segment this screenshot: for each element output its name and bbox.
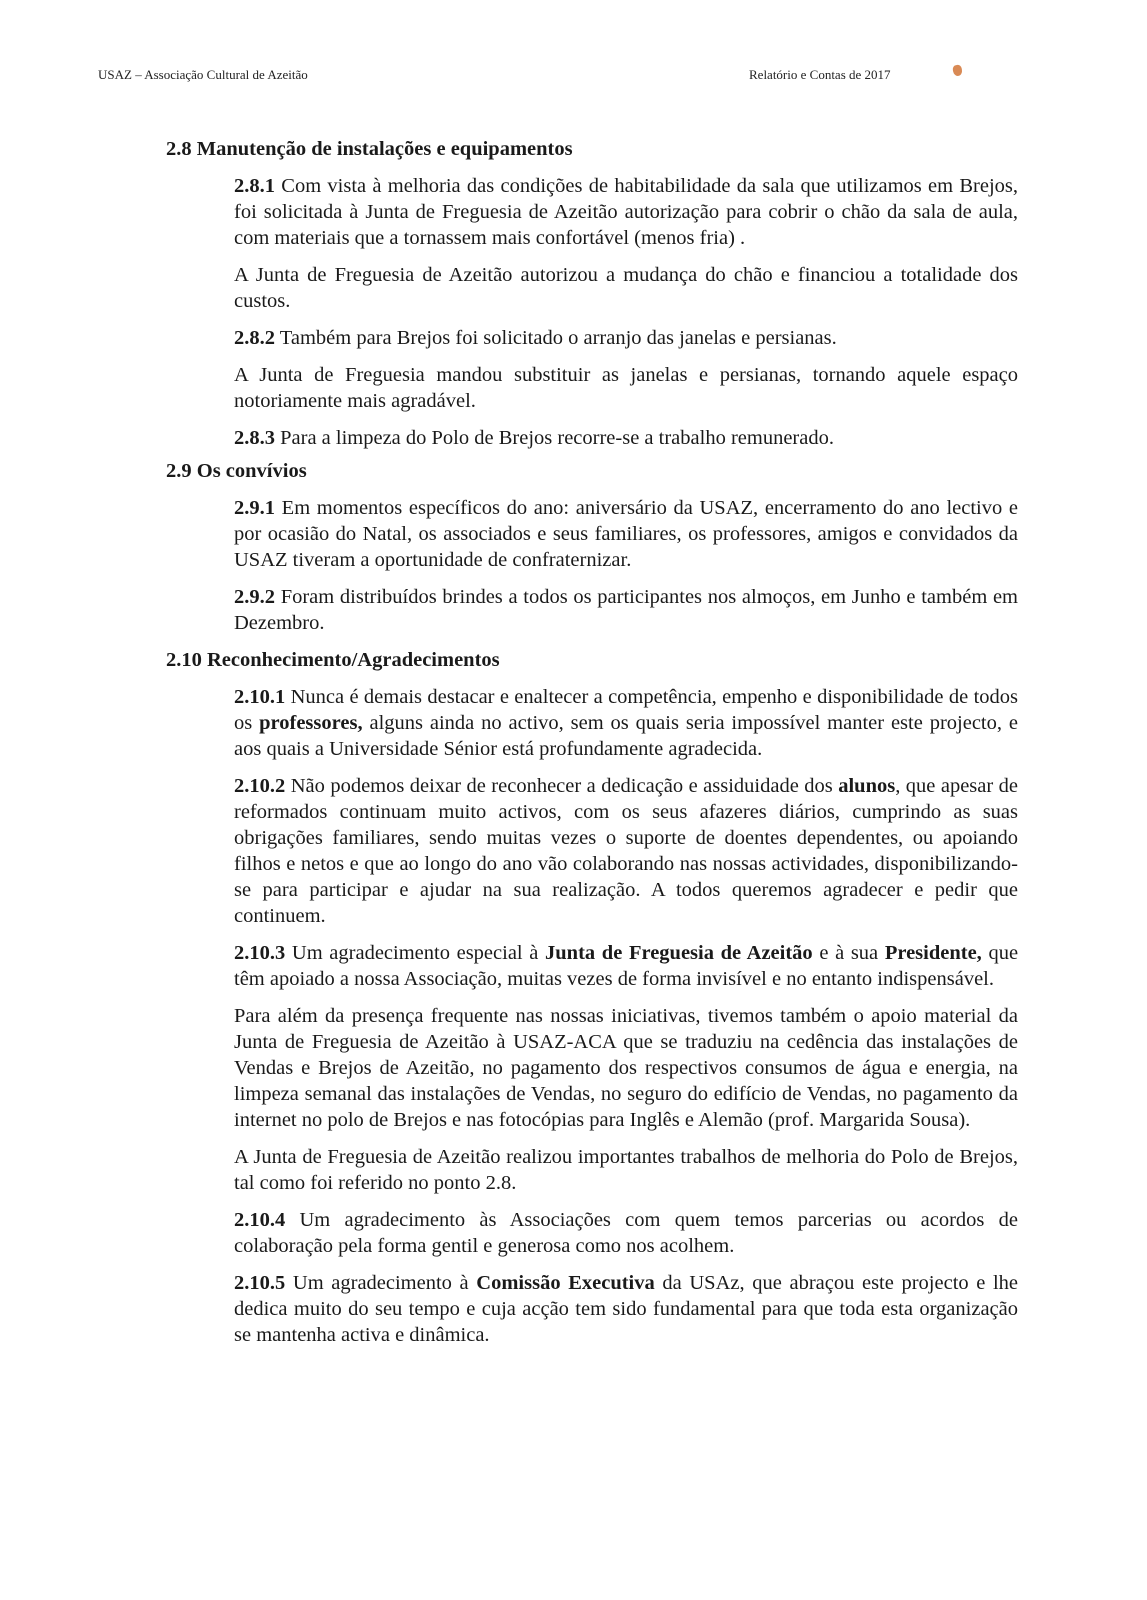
paragraph-number: 2.10.3	[234, 942, 286, 964]
paragraph-2-10-5	[234, 1270, 1018, 1348]
paragraph-text: alguns ainda no activo, sem os quais seria impossível manter este projecto, e aos quais a Universidade Sénior está profundamente agradecida.	[234, 712, 1018, 760]
paragraph-text: da USAz, que abraçou este projecto e lhe dedica muito do seu tempo e cuja acção tem sido fundamental para que toda esta organização se mantenha activa e dinâmica.	[234, 1272, 1019, 1346]
paragraph-2-10-3-cont2	[234, 1144, 1018, 1196]
emphasis-comissao: Comissão Executiva	[476, 1272, 655, 1294]
section-title-2-9: 2.9 Os convívios	[166, 460, 307, 482]
paragraph-2-8-3	[234, 425, 1018, 451]
paragraph-text: Foram distribuídos brindes a todos os participantes nos almoços, em Junho e também em Dezembro.	[234, 586, 1019, 634]
paragraph-2-8-2-cont	[234, 362, 1018, 414]
paragraph-2-9-2	[234, 584, 1018, 636]
section-title-2-10: 2.10 Reconhecimento/Agradecimentos	[166, 649, 500, 671]
paragraph-2-10-3	[234, 940, 1018, 992]
paragraph-text: A Junta de Freguesia de Azeitão realizou importantes trabalhos de melhoria do Polo de Brejos, tal como foi referido no ponto 2.8.	[234, 1146, 1018, 1194]
paragraph-number: 2.10.4	[234, 1209, 286, 1231]
paragraph-text: que têm apoiado a nossa Associação, muitas vezes de forma invisível e no entanto indispensável.	[234, 942, 1019, 990]
document-body	[166, 136, 1018, 1359]
paragraph-text: Para além da presença frequente nas nossas iniciativas, tivemos também o apoio material da Junta de Freguesia de Azeitão à USAZ-ACA que se traduziu na cedência das instalações de Vendas e Brejos de Azeitão, no pagamento dos respectivos consumos de água e energia, na limpeza semanal das instalações de Vendas, no seguro do edifício de Vendas, no pagamento da internet no polo de Brejos e nas fotocópias para Inglês e Alemão (prof. Margarida Sousa).	[234, 1005, 1018, 1131]
emphasis-junta: Junta de Freguesia de Azeitão	[545, 942, 813, 964]
section-title-2-8: 2.8 Manutenção de instalações e equipamentos	[166, 138, 573, 160]
emphasis-professores: professores,	[259, 712, 363, 734]
paragraph-text: Também para Brejos foi solicitado o arranjo das janelas e persianas.	[279, 327, 837, 349]
paragraph-number: 2.9.2	[234, 586, 275, 608]
paragraph-text: A Junta de Freguesia de Azeitão autorizou a mudança do chão e financiou a totalidade dos custos.	[234, 264, 1018, 312]
paragraph-text: , que apesar de reformados continuam muito activos, com os seus afazeres diários, cumprindo as suas obrigações familiares, sendo muitas vezes o suporte de doentes dependentes, ou apoiando filhos e netos e que ao longo do ano vão colaborando nas nossas actividades, disponibilizando-se para participar e ajudar na sua realização. A todos queremos agradecer e pedir que continuem.	[234, 775, 1019, 927]
paragraph-2-8-1	[234, 173, 1018, 251]
paragraph-2-10-2	[234, 773, 1018, 929]
paragraph-number: 2.8.1	[234, 175, 275, 197]
ink-mark	[952, 64, 963, 76]
section-2-10	[234, 684, 1018, 1348]
emphasis-alunos: alunos	[838, 775, 896, 797]
paragraph-number: 2.10.1	[234, 686, 286, 708]
paragraph-number: 2.10.2	[234, 775, 286, 797]
page-header	[98, 67, 978, 87]
paragraph-text: Um agradecimento às Associações com quem temos parcerias ou acordos de colaboração pela forma gentil e generosa como nos acolhem.	[234, 1209, 1019, 1257]
paragraph-number: 2.9.1	[234, 497, 275, 519]
paragraph-text: Não podemos deixar de reconhecer a dedicação e assiduidade dos	[290, 775, 833, 797]
section-2-8	[234, 173, 1018, 451]
paragraph-2-10-3-cont1	[234, 1003, 1018, 1133]
paragraph-text: Um agradecimento especial à	[291, 942, 539, 964]
paragraph-2-10-1	[234, 684, 1018, 762]
paragraph-2-10-4	[234, 1207, 1018, 1259]
paragraph-text: Para a limpeza do Polo de Brejos recorre-se a trabalho remunerado.	[280, 427, 834, 449]
section-2-9	[234, 495, 1018, 636]
paragraph-text: Em momentos específicos do ano: aniversário da USAZ, encerramento do ano lectivo e por ocasião do Natal, os associados e seus familiares, os professores, amigos e convidados da USAZ tiveram a oportunidade de confraternizar.	[234, 497, 1019, 571]
emphasis-presidente: Presidente,	[884, 942, 982, 964]
paragraph-text: Um agradecimento à	[292, 1272, 469, 1294]
header-organization: USAZ – Associação Cultural de Azeitão	[98, 67, 308, 82]
header-report-title: Relatório e Contas de 2017	[749, 67, 891, 82]
paragraph-2-8-2	[234, 325, 1018, 351]
paragraph-text: A Junta de Freguesia mandou substituir as janelas e persianas, tornando aquele espaço notoriamente mais agradável.	[234, 364, 1018, 412]
paragraph-text: Com vista à melhoria das condições de habitabilidade da sala que utilizamos em Brejos, foi solicitada à Junta de Freguesia de Azeitão autorização para cobrir o chão da sala de aula, com materiais que a tornassem mais confortável (menos fria) .	[234, 175, 1019, 249]
paragraph-text: Nunca é demais destacar e enaltecer a competência, empenho e disponibilidade de todos os	[234, 686, 1018, 734]
paragraph-number: 2.10.5	[234, 1272, 286, 1294]
paragraph-number: 2.8.2	[234, 327, 275, 349]
paragraph-text: e à sua	[819, 942, 879, 964]
paragraph-2-8-1-cont	[234, 262, 1018, 314]
paragraph-number: 2.8.3	[234, 427, 275, 449]
paragraph-2-9-1	[234, 495, 1018, 573]
